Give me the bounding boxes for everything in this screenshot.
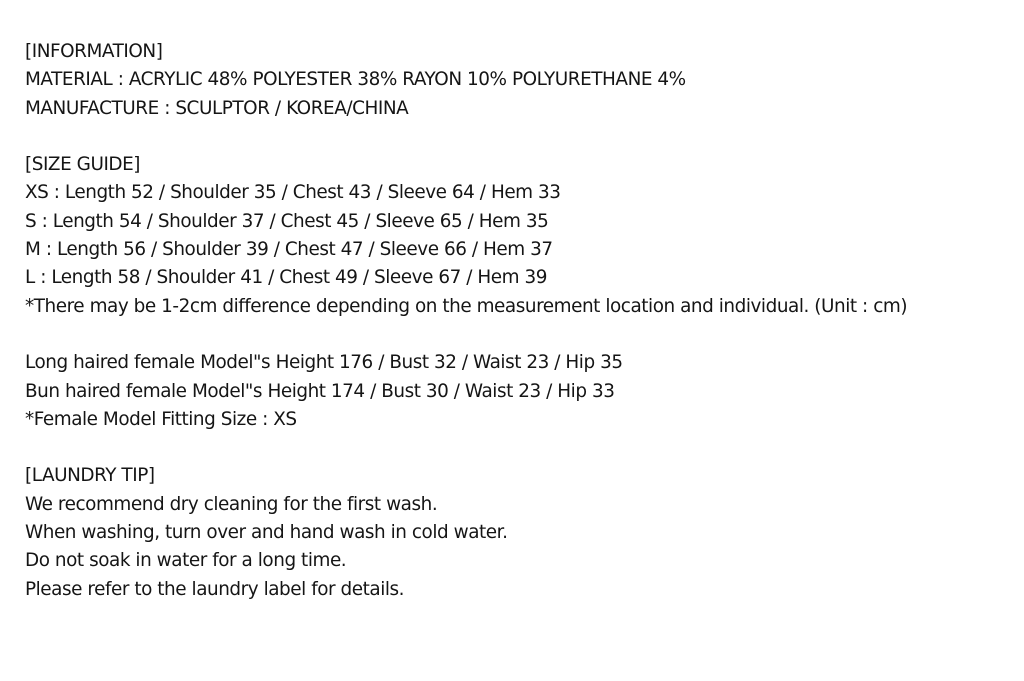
- model-info-section: [25, 349, 1005, 434]
- size-row-m: M : Length 56 / Shoulder 39 / Chest 47 / Sleeve 66 / Hem 37: [25, 239, 553, 261]
- product-details-document: [25, 38, 1005, 604]
- information-section: [25, 38, 1005, 123]
- size-row-xs: XS : Length 52 / Shoulder 35 / Chest 43 / Sleeve 64 / Hem 33: [25, 182, 561, 204]
- laundry-heading: [LAUNDRY TIP]: [25, 465, 155, 487]
- size-guide-heading: [SIZE GUIDE]: [25, 154, 141, 176]
- measurement-note: *There may be 1-2cm difference depending on the measurement location and individual. (Unit : cm): [25, 295, 908, 317]
- long-haired-model-line: Long haired female Model"s Height 176 / Bust 32 / Waist 23 / Hip 35: [25, 352, 623, 374]
- laundry-tip-line: Please refer to the laundry label for details.: [25, 578, 405, 600]
- manufacture-line: MANUFACTURE : SCULPTOR / KOREA/CHINA: [25, 97, 409, 119]
- material-line: MATERIAL : ACRYLIC 48% POLYESTER 38% RAYON 10% POLYURETHANE 4%: [25, 69, 686, 91]
- laundry-tip-line: We recommend dry cleaning for the first wash.: [25, 493, 438, 515]
- information-heading: [INFORMATION]: [25, 41, 163, 62]
- laundry-tip-line: Do not soak in water for a long time.: [25, 550, 347, 572]
- size-row-l: L : Length 58 / Shoulder 41 / Chest 49 / Sleeve 67 / Hem 39: [25, 267, 547, 289]
- size-row-s: S : Length 54 / Shoulder 37 / Chest 45 / Sleeve 65 / Hem 35: [25, 210, 549, 232]
- bun-haired-model-line: Bun haired female Model"s Height 174 / Bust 30 / Waist 23 / Hip 33: [25, 380, 615, 402]
- fitting-size-line: *Female Model Fitting Size : XS: [25, 408, 297, 430]
- laundry-tip-section: [25, 462, 1005, 603]
- section-spacer: [25, 321, 1005, 349]
- size-guide-section: [25, 151, 1005, 321]
- section-spacer: [25, 123, 1005, 151]
- laundry-tip-line: When washing, turn over and hand wash in cold water.: [25, 522, 508, 544]
- section-spacer: [25, 434, 1005, 462]
